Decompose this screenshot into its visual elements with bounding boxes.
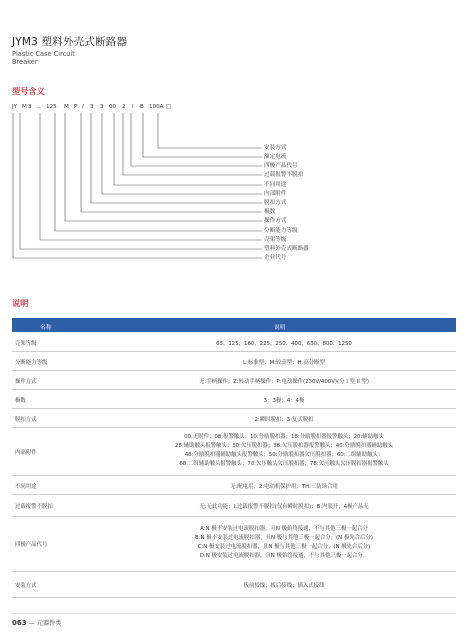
- table-row: [12, 408, 456, 428]
- code-part: 2: [122, 104, 126, 110]
- model-label: 分断能力等级: [264, 228, 298, 234]
- table-row: [12, 516, 456, 572]
- row-value-line: 68:二组辅助触头报警触头；70:欠压触头欠压脱扣器；78:欠压触头欠压脱扣器报警触头: [179, 461, 389, 468]
- row-value: 3：3极；4：4极: [263, 398, 305, 404]
- footer-text: — 元器件类: [28, 620, 62, 627]
- code-part: P: [74, 104, 78, 110]
- model-label: 不同用途: [264, 182, 287, 188]
- code-part: 3: [100, 104, 104, 110]
- model-label: 四极产品代号: [264, 163, 298, 169]
- column-header-name: 名称: [40, 325, 52, 331]
- model-label: 企业代号: [264, 255, 287, 261]
- row-value: 无:配电用；2:电动机保护用；TH:三防场合用: [230, 484, 338, 490]
- bracket-line: [158, 113, 262, 148]
- table-row: [12, 571, 456, 598]
- column-header-desc: 说明: [274, 325, 286, 331]
- table-row: [12, 370, 456, 390]
- row-value-line: 28:辅助触头报警触头；30:欠压脱扣器；38:欠压脱扣器报警触头；40:分励脱扣器辅助触头: [175, 443, 393, 450]
- code-part: 125: [46, 104, 57, 110]
- bracket-line: [91, 113, 262, 203]
- bracket-line: [65, 113, 262, 221]
- model-label: 安装方式: [264, 145, 287, 151]
- table-row: [12, 351, 456, 371]
- bracket-line: [102, 113, 262, 194]
- row-value: 2:瞬时脱扣；3:复式脱扣: [254, 417, 314, 423]
- code-part: □: [166, 104, 172, 110]
- code-part: /: [82, 104, 84, 110]
- model-section-title: 型号含义: [12, 86, 45, 96]
- page-number: 063: [12, 619, 27, 627]
- bracket-line: [131, 113, 262, 166]
- bracket-line: [20, 113, 262, 249]
- model-label: 塑料外壳式断路器: [264, 246, 309, 252]
- row-value-line: 48:分励脱扣器辅助触头报警触头；50:分励脱扣器欠压脱扣器；60:二组辅助触头；: [184, 452, 384, 459]
- row-name: 壳架等级: [15, 341, 37, 347]
- bracket-line: [81, 113, 262, 212]
- code-part: M: [22, 104, 27, 110]
- bracket-line: [143, 113, 262, 157]
- table-row: [12, 475, 456, 495]
- code-part: I: [132, 104, 134, 110]
- row-value: L:标准型；M:较高型；H:高分断型: [243, 360, 325, 366]
- code-part: 3: [28, 104, 32, 110]
- row-name: 四极产品代号: [15, 542, 48, 548]
- model-label: 过载报警不脱扣: [264, 172, 304, 178]
- bracket-line: [13, 113, 262, 258]
- row-value: 63、125、160、225、250、400、630、800、1250: [216, 341, 352, 347]
- row-name: 不同用途: [15, 484, 37, 490]
- row-name: 过载报警不脱扣: [15, 504, 53, 510]
- row-value: 板前接线；板后接线；插入式接线: [243, 583, 325, 589]
- model-label: 内部附件: [264, 191, 287, 197]
- row-value: [112, 433, 456, 469]
- table-row: [12, 389, 456, 409]
- model-label: 极数: [264, 209, 276, 215]
- row-name: 极数: [15, 398, 26, 404]
- code-part: －: [36, 106, 42, 112]
- code-part: M: [64, 104, 69, 110]
- row-value: 无:手柄操作；Z:转动手柄操作；P:电动操作(230V/400V)(分 I 型 II 型): [198, 379, 369, 385]
- row-name: 内部附件: [15, 450, 37, 456]
- model-label: 额定电流: [264, 154, 287, 160]
- code-bracket-diagram: [0, 0, 468, 300]
- table-header: [12, 318, 456, 332]
- row-name: 安装方式: [15, 583, 37, 589]
- model-label: 操作方式: [264, 218, 287, 224]
- code-part: 100A: [149, 104, 164, 110]
- row-value-line: B:N 极不安装过电流脱扣器，且N 极与其他三极一起合分；(N 极先合后分): [195, 535, 373, 542]
- page-title: JYM3 塑料外壳式断路器: [12, 36, 128, 48]
- code-part: B: [140, 104, 144, 110]
- row-value: [112, 525, 456, 561]
- bracket-line: [55, 113, 262, 231]
- code-part: 00: [109, 104, 117, 110]
- code-part: 3: [90, 104, 94, 110]
- row-name: 脱扣方式: [15, 417, 37, 423]
- row-value-line: D:N 极安装过电流脱扣器，且N 极始终接通，不与其他三极一起合分。: [199, 553, 369, 560]
- table-row: [12, 494, 456, 517]
- model-label: 脱扣方式: [264, 200, 287, 206]
- page-footer: [12, 618, 62, 627]
- model-label: 壳架等级: [264, 237, 287, 243]
- row-value-line: C:N 极安装过电流脱扣器，且N 极与其他三极一起合分；(N 极先合后分): [197, 544, 371, 551]
- notes-section-title: 说明: [12, 298, 29, 308]
- row-name: 分断能力等级: [15, 360, 48, 366]
- row-name: 操作方式: [15, 379, 37, 385]
- row-value: 无:无此功能；I:过载报警不脱扣(仅有瞬时脱扣)；B:内装开；4极产品无: [199, 504, 369, 510]
- table-row: [12, 427, 456, 476]
- page-subtitle: Plastic Case Circuit Breaker: [12, 50, 75, 67]
- bracket-line: [114, 113, 262, 185]
- row-value-line: 00:无附件；08:报警触头；10:分励脱扣器；18:分励脱扣器报警触头；20:辅助触头: [184, 434, 384, 440]
- code-part: JY: [12, 104, 18, 110]
- row-value-line: A:N 极不安装过电流脱扣器，且N 极始终接通，不与其他三极一起合分: [200, 526, 368, 532]
- footer-divider: [12, 613, 456, 614]
- table-row: [12, 332, 456, 352]
